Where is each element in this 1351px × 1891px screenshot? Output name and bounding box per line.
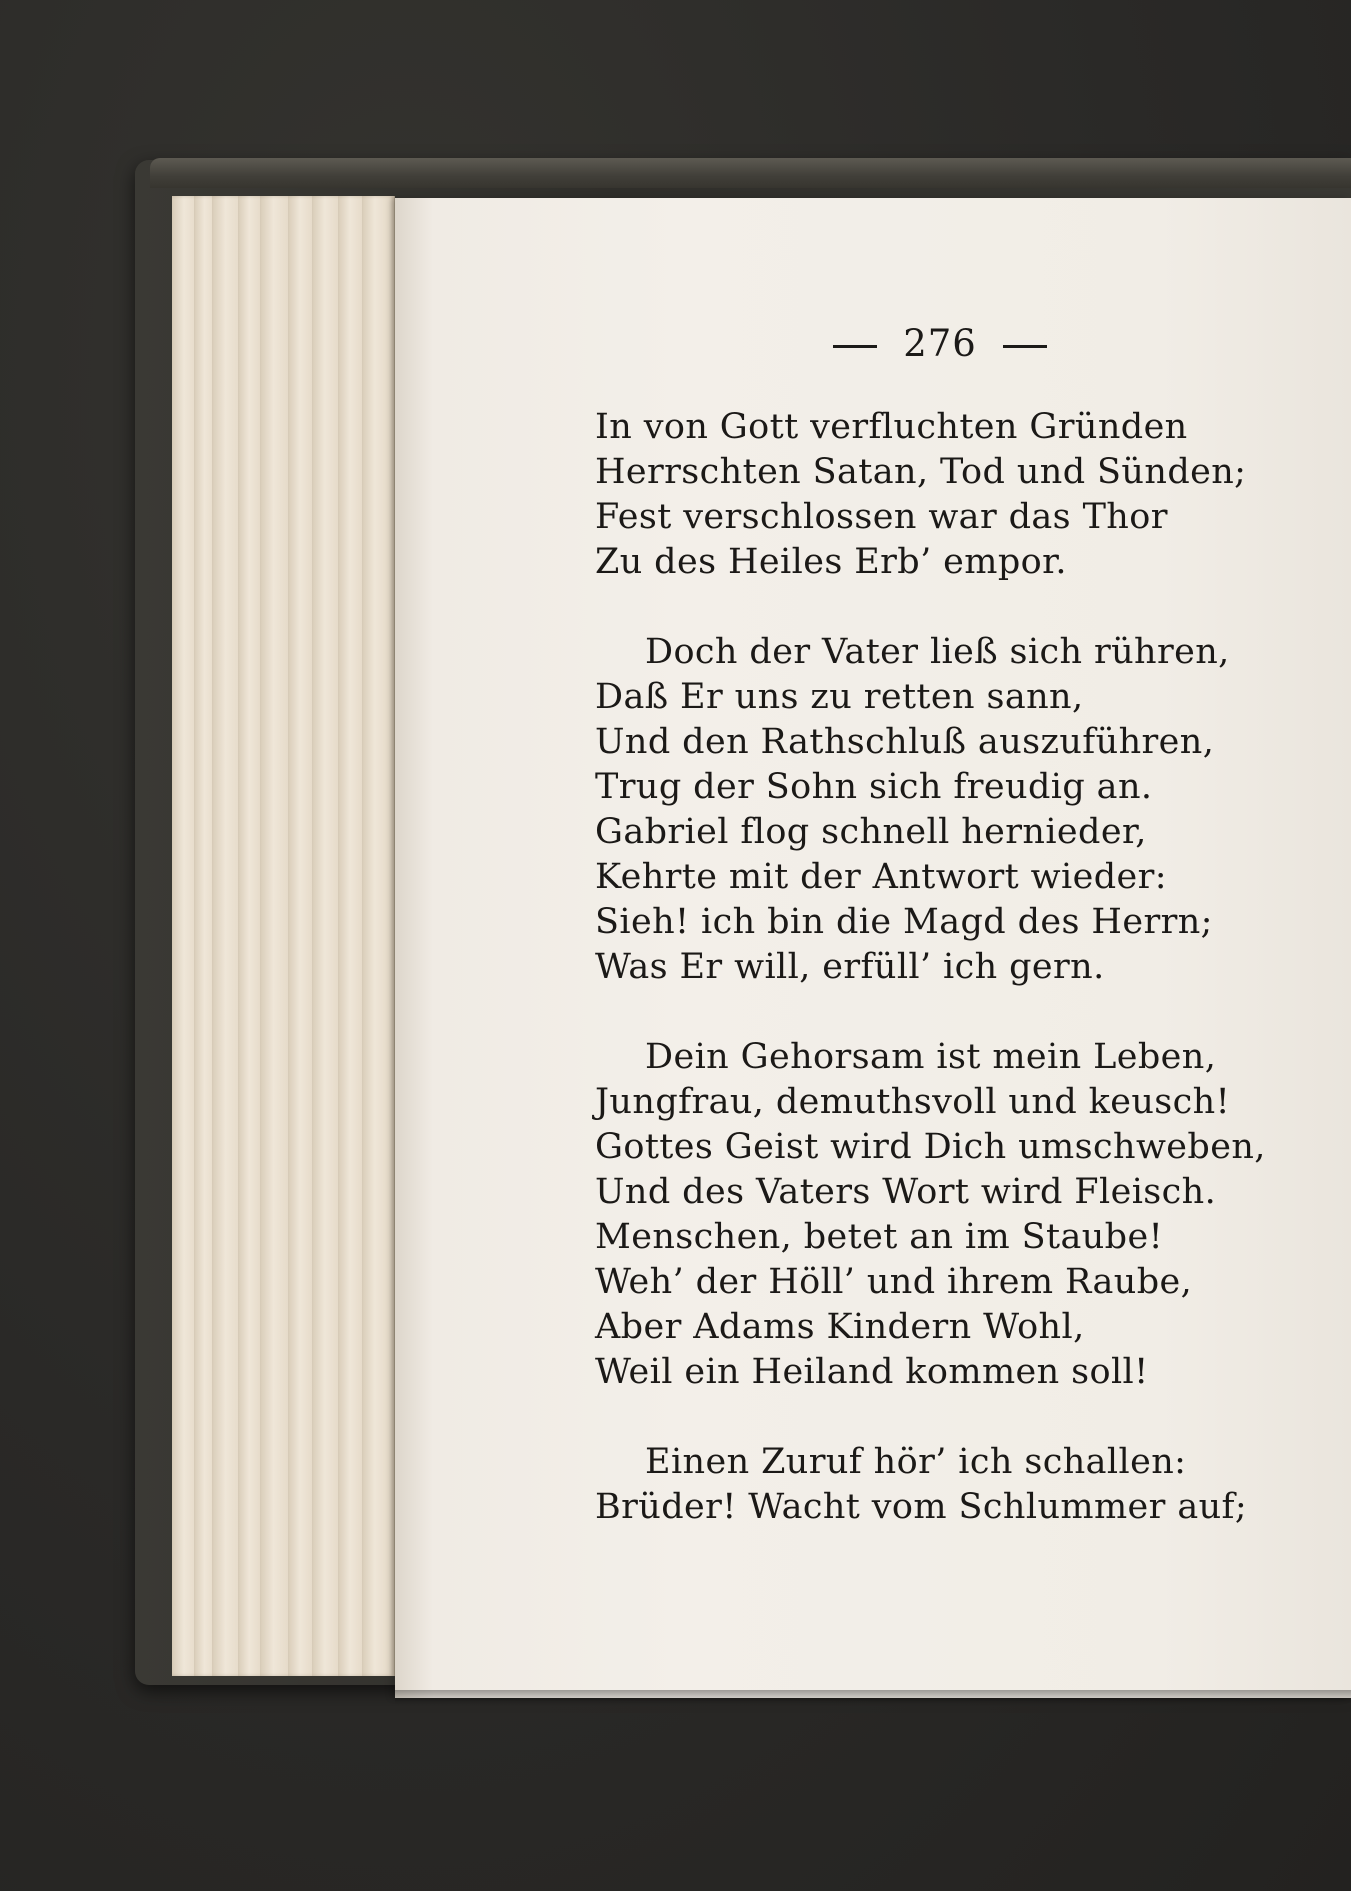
page-number: 276 [903, 322, 977, 365]
verse-line: Herrschten Satan, Tod und Sünden; [595, 452, 1247, 492]
dash-left [833, 345, 877, 348]
book-top-edge [150, 158, 1351, 188]
verse-line: Jungfrau, demuthsvoll und keusch! [595, 1082, 1231, 1122]
verse-line: Aber Adams Kindern Wohl, [595, 1307, 1085, 1347]
verse-line: Was Er will, erfüll’ ich gern. [595, 947, 1105, 987]
verse-line: In von Gott verfluchten Gründen [595, 407, 1188, 447]
verse-line: Dein Gehorsam ist mein Leben, [645, 1037, 1217, 1077]
verse-line: Trug der Sohn sich freudig an. [595, 767, 1153, 807]
stanza [595, 1440, 1351, 1530]
verse-line: Brüder! Wacht vom Schlummer auf; [595, 1487, 1248, 1527]
dash-right [1003, 345, 1047, 348]
verse-line: Gottes Geist wird Dich umschweben, [595, 1127, 1266, 1167]
verse-line: Daß Er uns zu retten sann, [595, 677, 1084, 717]
verse-line: Und des Vaters Wort wird Fleisch. [595, 1172, 1217, 1212]
stanza [595, 405, 1351, 585]
verse-line: Einen Zuruf hör’ ich schallen: [645, 1442, 1187, 1482]
page-leaf [362, 196, 395, 1676]
page-header [800, 322, 1080, 372]
verse-line: Weh’ der Höll’ und ihrem Raube, [595, 1262, 1193, 1302]
verse-line: Sieh! ich bin die Magd des Herrn; [595, 902, 1213, 942]
verse-line: Zu des Heiles Erb’ empor. [595, 542, 1067, 582]
page-edge-stack [172, 196, 412, 1676]
verse-line: Menschen, betet an im Staube! [595, 1217, 1164, 1257]
verse-line: Weil ein Heiland kommen soll! [595, 1352, 1149, 1392]
verse-line: Doch der Vater ließ sich rühren, [645, 632, 1230, 672]
stanza [595, 1035, 1351, 1395]
verse-line: Gabriel flog schnell hernieder, [595, 812, 1147, 852]
verse-line: Kehrte mit der Antwort wieder: [595, 857, 1167, 897]
page-shadow [395, 1690, 1351, 1704]
verse-line: Und den Rathschluß auszuführen, [595, 722, 1215, 762]
poem-text [595, 405, 1351, 1530]
stanza [595, 630, 1351, 990]
verse-line: Fest verschlossen war das Thor [595, 497, 1168, 537]
